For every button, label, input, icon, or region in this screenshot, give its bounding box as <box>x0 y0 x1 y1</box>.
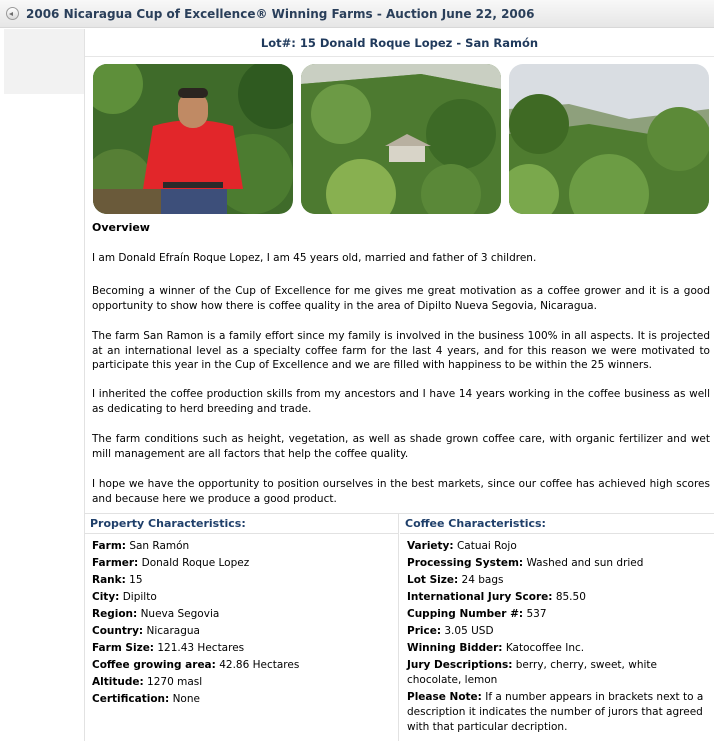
coffee-value: Washed and sun dried <box>526 557 644 569</box>
property-value: Nicaragua <box>146 625 200 637</box>
property-value: 15 <box>129 574 143 586</box>
valley-photo[interactable] <box>509 64 709 214</box>
coffee-value: Katocoffee Inc. <box>505 642 585 654</box>
property-label: Region: <box>92 608 138 620</box>
property-value: 121.43 Hectares <box>157 642 245 654</box>
property-label: Coffee growing area: <box>92 659 216 671</box>
coffee-label: Please Note: <box>407 691 482 703</box>
coffee-value: berry, cherry, sweet, white chocolate, lemon <box>407 659 657 686</box>
back-circle-icon[interactable] <box>6 7 19 20</box>
coffee-value: 3.05 USD <box>444 625 494 637</box>
overview-paragraph: I inherited the coffee production skills from my ancestors and I have 14 years working in the coffee business as well as dedicating to herd breeding and trade. <box>92 388 710 415</box>
property-row <box>92 692 398 707</box>
coffee-label: Lot Size: <box>407 574 459 586</box>
coffee-row <box>407 658 709 688</box>
property-label: Farm Size: <box>92 642 155 654</box>
property-label: Farmer: <box>92 557 139 569</box>
lot-header: Lot#: 15 Donald Roque Lopez - San Ramón <box>85 29 714 57</box>
coffee-label: Variety: <box>407 540 454 552</box>
property-label: Certification: <box>92 693 170 705</box>
page-title: 2006 Nicaragua Cup of Excellence® Winning Farms - Auction June 22, 2006 <box>26 6 535 21</box>
overview-paragraph: The farm conditions such as height, vegetation, as well as shade grown coffee care, with organic fertilizer and wet mill management are all factors that help the coffee quality. <box>92 433 710 460</box>
property-value: Dipilto <box>122 591 157 603</box>
property-row <box>92 556 398 571</box>
characteristics-table <box>85 513 714 741</box>
coffee-value: If a number appears in brackets next to a description it indicates the number of jurors that agreed with that particular decription. <box>407 691 704 733</box>
overview-paragraph: I am Donald Efraín Roque Lopez, I am 45 years old, married and father of 3 children. <box>92 252 537 264</box>
property-heading: Property Characteristics: <box>85 514 398 534</box>
property-label: Country: <box>92 625 144 637</box>
coffee-row <box>407 539 709 554</box>
overview-heading: Overview <box>92 221 150 234</box>
property-row <box>92 590 398 605</box>
property-label: Farm: <box>92 540 126 552</box>
coffee-label: Processing System: <box>407 557 524 569</box>
overview-paragraph: I hope we have the opportunity to position ourselves in the best markets, since our coffee has achieved high scores and because here we produce a good product. <box>92 478 710 505</box>
coffee-label: Winning Bidder: <box>407 642 503 654</box>
property-row <box>92 573 398 588</box>
property-value: Nueva Segovia <box>140 608 220 620</box>
overview-paragraph: Becoming a winner of the Cup of Excellence for me gives me great motivation as a coffee grower and it is a good opportunity to show how there is coffee quality in the area of Dipilto Nueva Segovia, Nicaragua. <box>92 285 710 312</box>
property-row <box>92 675 398 690</box>
coffee-value: 537 <box>526 608 547 620</box>
lot-detail-panel <box>84 29 714 741</box>
property-characteristics <box>85 514 399 741</box>
farmer-photo[interactable] <box>93 64 293 214</box>
coffee-value: 85.50 <box>555 591 586 603</box>
farm-house-photo[interactable] <box>301 64 501 214</box>
coffee-row <box>407 573 709 588</box>
property-value: 42.86 Hectares <box>219 659 300 671</box>
property-label: City: <box>92 591 120 603</box>
property-row <box>92 658 398 673</box>
coffee-row <box>407 607 709 622</box>
property-value: San Ramón <box>129 540 190 552</box>
property-label: Altitude: <box>92 676 144 688</box>
left-gutter <box>4 29 84 94</box>
property-value: 1270 masl <box>147 676 203 688</box>
property-row <box>92 607 398 622</box>
property-label: Rank: <box>92 574 126 586</box>
property-row <box>92 641 398 656</box>
coffee-characteristics <box>400 514 714 741</box>
coffee-row <box>407 590 709 605</box>
property-row <box>92 624 398 639</box>
coffee-row <box>407 624 709 639</box>
coffee-heading: Coffee Characteristics: <box>400 514 714 534</box>
coffee-row <box>407 690 709 735</box>
coffee-label: International Jury Score: <box>407 591 553 603</box>
coffee-label: Jury Descriptions: <box>407 659 513 671</box>
title-bar <box>0 0 714 28</box>
coffee-value: 24 bags <box>461 574 504 586</box>
property-value: None <box>172 693 200 705</box>
coffee-row <box>407 556 709 571</box>
property-row <box>92 539 398 554</box>
coffee-label: Cupping Number #: <box>407 608 524 620</box>
coffee-row <box>407 641 709 656</box>
overview-paragraph: The farm San Ramon is a family effort since my family is involved in the business 100% in all aspects. It is projected at an international level as a specialty coffee farm for the last 4 years, and for this reason we were motivated to participate this year in the Cup of Excellence and we are filled with happiness to be within the 25 winners. <box>92 330 710 371</box>
photo-gallery <box>93 64 713 214</box>
property-value: Donald Roque Lopez <box>141 557 250 569</box>
coffee-value: Catuai Rojo <box>456 540 517 552</box>
coffee-label: Price: <box>407 625 442 637</box>
